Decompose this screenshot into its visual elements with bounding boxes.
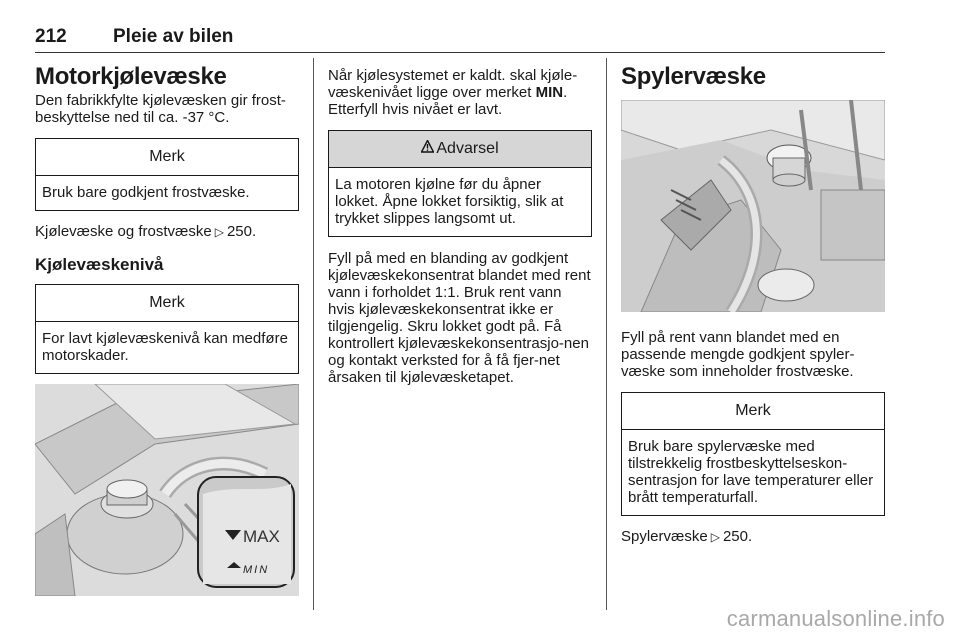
section-heading-washer: Spylervæske [621,63,766,90]
warning-text: La motoren kjølne før du åpner lokket. Åpne lokket forsiktig, slik at trykket slippes langsomt ut. [335,176,564,227]
paragraph-washer: Fyll på rent vann blandet med en passende mengde godkjent spyler-væske som inneholder frostvæske. [621,329,855,380]
paragraph-text: Etterfyll hvis nivået er lavt. [328,101,503,118]
paragraph-min-level [328,67,592,118]
note-text: Bruk bare godkjent frostvæske. [42,184,250,201]
column-coolant [35,60,299,374]
reference-page: 250. [226,223,257,240]
washer-reservoir-image [621,100,885,312]
note-box [621,392,885,516]
warning-triangle-icon [421,140,434,158]
warning-title [329,131,591,168]
note-title: Merk [36,139,298,176]
reference-text: Kjølevæske og frostvæske [35,223,212,240]
section-heading-coolant: Motorkjølevæske [35,63,227,90]
paragraph-punct: . [563,84,568,101]
column-divider [606,58,607,610]
triangle-pointer-icon: ▷ [710,530,720,544]
note-title: Merk [622,393,884,430]
warning-title-text: Advarsel [436,140,499,157]
note-box [35,138,299,211]
note-title: Merk [36,285,298,322]
reference-line [621,528,885,546]
max-marker-label: MAX [243,527,280,546]
column-coolant-continued [328,67,592,386]
column-divider [313,58,314,610]
intro-paragraph: Den fabrikkfylte kjølevæsken gir frost-beskyttelse ned til ca. -37 °C. [35,92,286,126]
reference-line [35,223,299,241]
min-mark-label: MIN [535,84,564,101]
page-header [35,26,885,53]
engine-illustration [35,384,299,596]
paragraph-refill: Fyll på med en blanding av godkjent kjølevæskekonsentrat blandet med rent vann i forholdet 1:1. Bruk rent vann hvis kjølevæskekonsentrat ikke er tilgjengelig. Skru lokket godt på. Få kontrollert kjølevæskekonsentrasjo-nen og kontakt verksted for å få fjer-net årsaken til kjølevæsketapet. [328,250,591,386]
note-text: For lavt kjølevæskenivå kan medføre motorskader. [42,330,288,364]
subheading-coolant-level: Kjølevæskenivå [35,255,164,274]
note-text: Bruk bare spylervæske med tilstrekkelig frostbeskyttelseskon-sentrasjon for lave temperaturer eller brått temperaturfall. [628,438,874,506]
note-box [35,284,299,374]
triangle-pointer-icon: ▷ [214,225,224,239]
reference-text: Spylervæske [621,528,708,545]
warning-box [328,130,592,237]
page-title: Pleie av bilen [113,26,234,47]
page-number: 212 [35,26,67,47]
reference-page: 250. [722,528,753,545]
column-washer-fluid [621,60,885,94]
watermark: carmanualsonline.info [726,606,945,631]
engine-bay-illustration [621,100,885,312]
coolant-reservoir-image [35,384,299,596]
column-washer-text [621,329,885,546]
paragraph-text: Når kjølesystemet er kaldt. skal kjøle-væskenivået ligge over merket [328,67,578,101]
min-marker-label: MIN [243,564,270,576]
